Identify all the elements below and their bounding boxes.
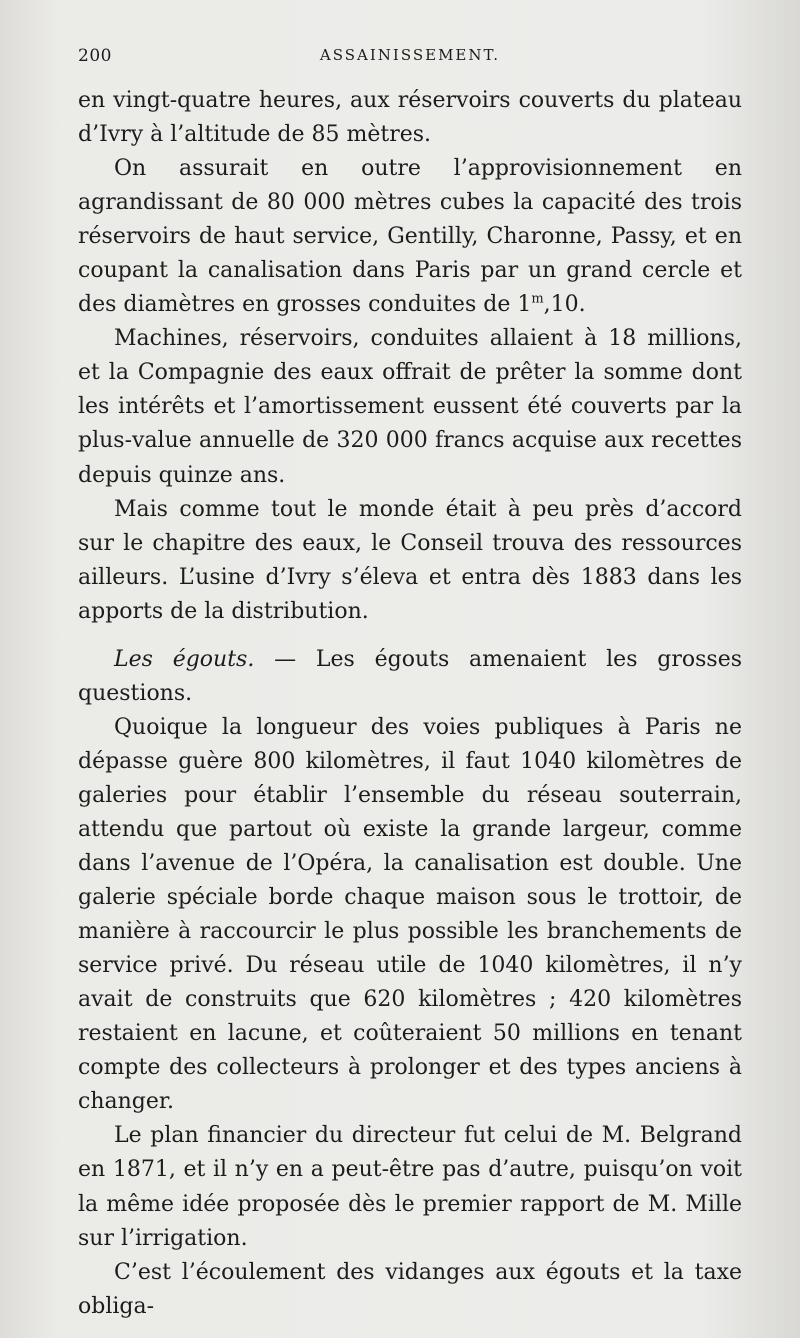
paragraph-6: Quoique la longueur des voies publiques à Paris ne dépasse guère 800 kilomètres, il faut 1040 kilomètres de galeries pour établir l’ensemble du réseau souterrain, attendu que partout où existe la grande largeur, comme dans l’avenue de l’Opéra, la canalisation est double. Une galerie spéciale borde chaque maison sous le trottoir, de manière à raccourcir le plus possible les branchements de service privé. Du réseau utile de 1040 kilomètres, il n’y avait de construits que 620 kilomètres ; 420 kilomètres restaient en lacune, et coûteraient 50 millions en tenant compte des collecteurs à prolonger et des types anciens à changer.	[78, 714, 742, 1115]
page-number: 200	[78, 46, 112, 66]
paragraph-4: Mais comme tout le monde était à peu près d’accord sur le chapitre des eaux, le Conseil trouva des ressources ailleurs. L’usine d’Ivry s’éleva et entra dès 1883 dans les apports de la distribution.	[78, 496, 742, 624]
paragraph-2	[78, 152, 742, 322]
paragraph-8: C’est l’écoulement des vidanges aux égouts et la taxe obliga-	[78, 1259, 742, 1319]
page-header	[78, 46, 742, 76]
paragraph-3: Machines, réservoirs, conduites allaient à 18 millions, et la Compagnie des eaux offrait de prêter la somme dont les intérêts et l’amortissement eussent été couverts par la plus-value annuelle de 320 000 francs acquise aux recettes depuis quinze ans.	[78, 326, 742, 488]
running-title: ASSAINISSEMENT.	[319, 46, 501, 64]
paragraph-7: Le plan financier du directeur fut celui de M. Belgrand en 1871, et il n’y en a peut-être pas d’autre, puisqu’on voit la même idée proposée dès le premier rapport de M. Mille sur l’irrigation.	[78, 1123, 742, 1251]
body-text	[78, 84, 742, 1324]
section-heading: Les égouts.	[114, 646, 255, 672]
meter-unit-superscript: m	[531, 291, 544, 307]
paragraph-1: en vingt-quatre heures, aux réservoirs couverts du plateau d’Ivry à l’altitude de 85 mètres.	[78, 88, 742, 148]
section-heading-text: — Les égouts amenaient les grosses questions.	[78, 646, 742, 706]
section-heading-paragraph	[78, 643, 742, 711]
paragraph-2-end: ,10.	[543, 292, 586, 318]
paragraph-2-text: On assurait en outre l’approvisionnement en agrandissant de 80 000 mètres cubes la capacité des trois réservoirs de haut service, Gentilly, Charonne, Passy, et en coupant la canalisation dans Paris par un grand cercle et des diamètres en grosses conduites de 1	[78, 156, 742, 318]
